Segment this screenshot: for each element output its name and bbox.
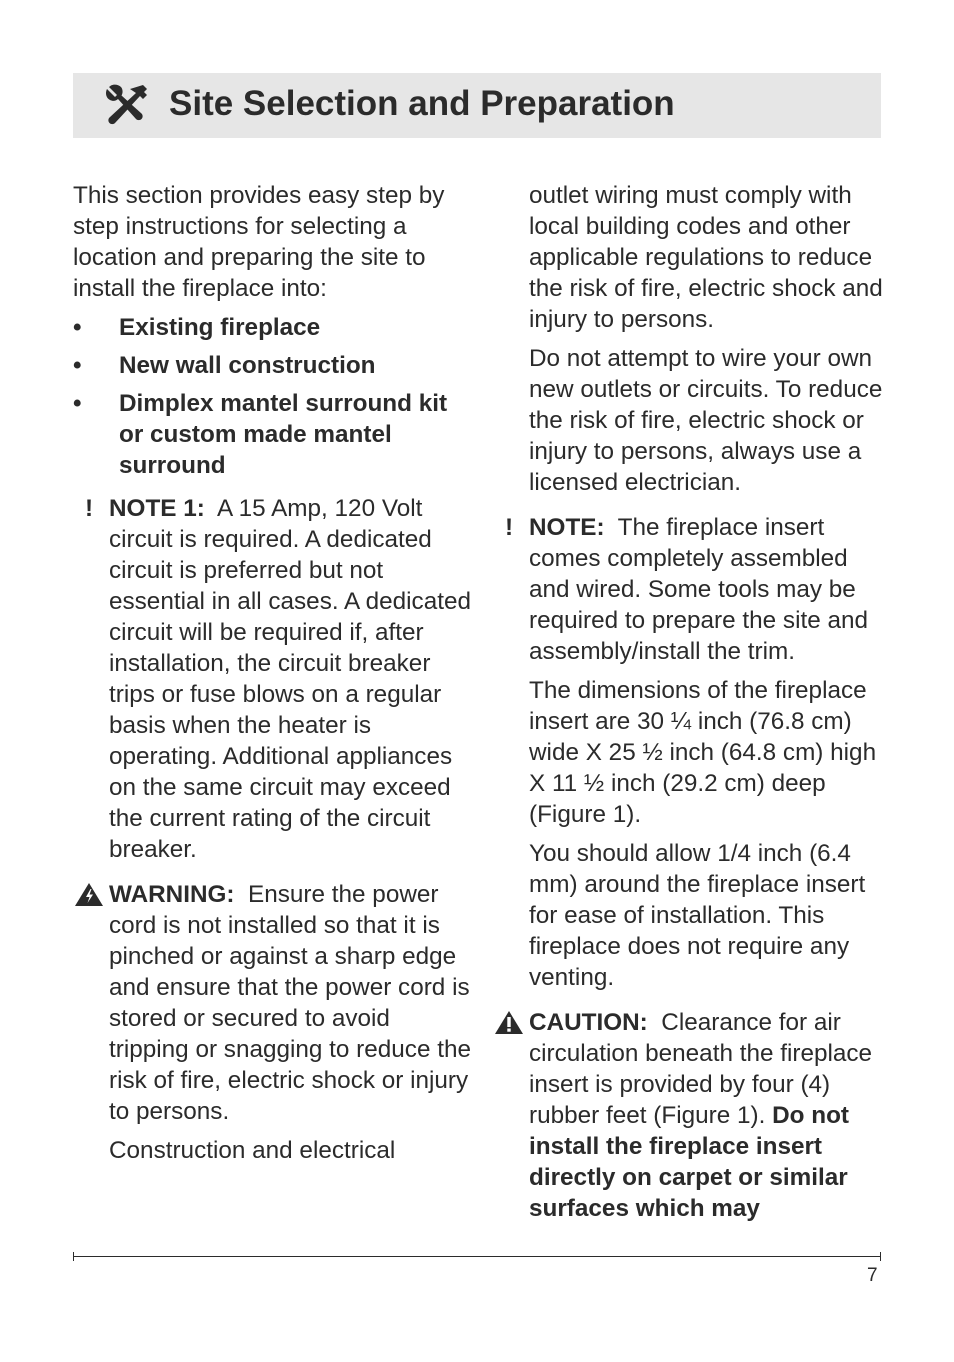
warning-label: WARNING: (109, 881, 235, 908)
list-item (73, 312, 473, 343)
warning-icon (73, 882, 105, 907)
list-item-text: Dimplex mantel surround kit or custom made mantel surround (119, 390, 448, 479)
bullet-mark: • (73, 390, 82, 417)
dimensions-paragraph: The dimensions of the fireplace insert are 30 ¼ inch (76.8 cm) wide X 25 ½ inch (64.8 cm) high X 11 ½ inch (29.2 cm) deep (Figure 1). (529, 677, 877, 828)
caution-label: CAUTION: (529, 1009, 648, 1036)
footer-rule-tick-right (880, 1252, 881, 1261)
list-item (73, 388, 473, 481)
page-title: Site Selection and Preparation (169, 84, 675, 123)
location-list (73, 312, 473, 481)
tools-icon (103, 83, 151, 129)
exclamation-icon: ! (84, 495, 94, 522)
footer-rule-tick-left (73, 1252, 74, 1261)
list-item-text: Existing fireplace (119, 314, 321, 341)
section-header (73, 73, 881, 138)
caution-icon (493, 1010, 525, 1035)
intro-paragraph: This section provides easy step by step instructions for selecting a location and preparing the site to install the fireplace into: (73, 182, 445, 302)
note-label: NOTE: (529, 514, 605, 541)
caution-bold-text: Do not install the fireplace insert directly on carpet or similar surfaces which may (529, 1102, 850, 1222)
caution-callout (493, 1007, 893, 1224)
warning-callout (73, 879, 473, 1127)
bullet-mark: • (73, 314, 82, 341)
caution-text: Clearance for air circulation beneath the fireplace insert is provided by four (4) rubber feet (Figure 1). (529, 1009, 873, 1129)
warning-text: Ensure the power cord is not installed so that it is pinched or against a sharp edge and ensure that the power cord is stored or secured to avoid tripping or snagging to reduce the risk of fire, electric shock or injury to persons. (109, 881, 471, 1125)
note-1-text: A 15 Amp, 120 Volt circuit is required. A dedicated circuit is preferred but not essential in all cases. A dedicated circuit will be required if, after installation, the circuit breaker trips or fuse blows on a regular basis when the heater is operating. Additional appliances on the same circuit may exceed the current rating of the circuit breaker. (109, 495, 471, 863)
construction-paragraph-start: Construction and electrical (109, 1137, 396, 1164)
left-column (73, 180, 473, 1166)
note-1-label: NOTE 1: (109, 495, 205, 522)
list-item-text: New wall construction (119, 352, 376, 379)
note-text: The fireplace insert comes completely assembled and wired. Some tools may be required to prepare the site and assembly/install the trim. (529, 514, 869, 665)
right-column (493, 180, 893, 1238)
bullet-mark: • (73, 352, 82, 379)
note-callout (493, 512, 893, 667)
allowance-paragraph: You should allow 1/4 inch (6.4 mm) around the fireplace insert for ease of installation. This fireplace does not require any venting. (529, 840, 866, 991)
construction-paragraph-cont: outlet wiring must comply with local building codes and other applicable regulations to reduce the risk of fire, electric shock and injury to persons. (529, 182, 883, 333)
list-item (73, 350, 473, 381)
note-1-callout (73, 493, 473, 865)
exclamation-icon: ! (504, 514, 514, 541)
page-number: 7 (867, 1265, 878, 1286)
wiring-paragraph: Do not attempt to wire your own new outlets or circuits. To reduce the risk of fire, electric shock or injury to persons, always use a licensed electrician. (529, 345, 883, 496)
footer-rule (73, 1256, 881, 1257)
